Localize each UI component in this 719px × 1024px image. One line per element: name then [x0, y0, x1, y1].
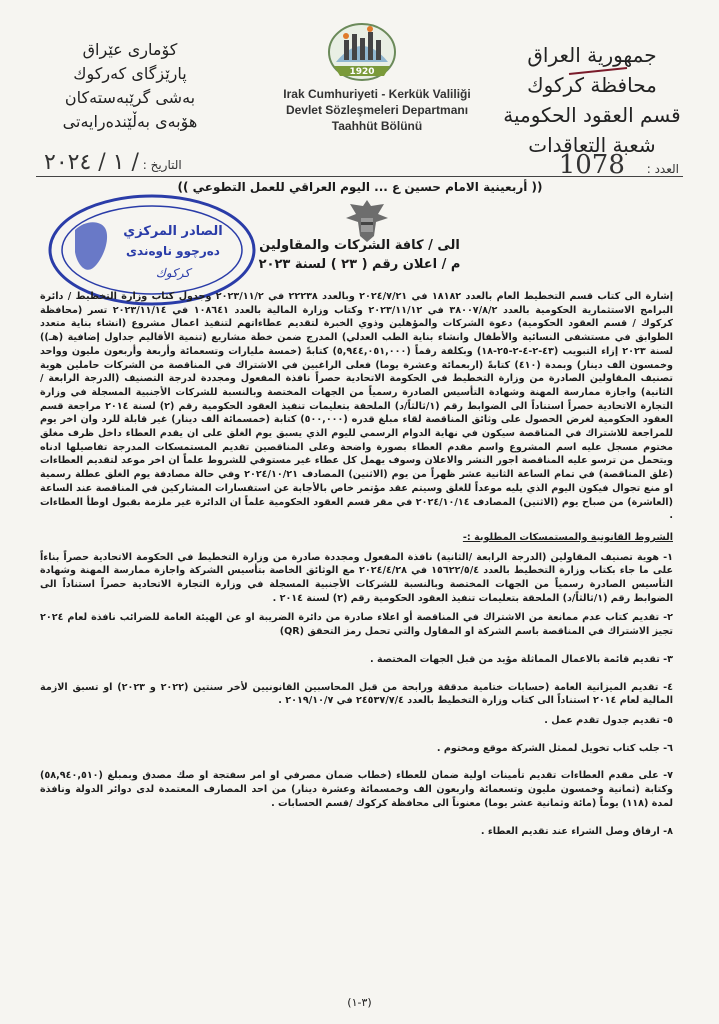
kirkuk-citadel-logo	[326, 22, 398, 84]
number-label: العدد :	[646, 162, 679, 176]
header-divider	[36, 176, 683, 177]
header-turkish	[262, 86, 492, 134]
addressee-to: الى / كافة الشركات والمقاولين	[259, 238, 460, 253]
logo-year: 1920	[349, 67, 375, 77]
header-arabic-line: شعبة التعاقدات	[528, 133, 656, 157]
header-kurdish-line: پارێزگای كەركوك	[73, 64, 187, 83]
date-value: / ١ / ٢٠٢٤	[44, 150, 139, 175]
addressee-block	[0, 236, 719, 274]
header-kurdish	[30, 38, 230, 134]
requirement-item: ١- هوية تصنيف المقاولين (الدرجة الرابعة /الثانية) نافذة المفعول ومجددة صادرة من وزارة التخطيط في الحكومة الاتحادية حصراً بناءاً على ما جاء بكتاب وزارة التخطيط بالعدد ١٥٦٢٢/٥/٤ في ٢٠٢٤/٤/٢٨ مع الوثائق الخاصة بتأسيس الشركة واجازة ممارسة المهنة وشهادة التأسيس الصادرة رسمياً من الجهات المختصة وبالنسبة للشركات الأجنبية المسجلة في وزارة التجارة الاتحادية حصراً استناداً الى الضوابط رقم (١/ثالثاً/د) الملحقة بتعليمات تنفيذ العقود الحكومية رقم (٢) لسنة ٢٠١٤ .	[40, 551, 673, 604]
date-label: التاريخ :	[142, 158, 182, 172]
header-arabic	[487, 40, 697, 160]
requirement-item: ٨- ارفاق وصل الشراء عند تقديم العطاء .	[480, 825, 673, 837]
requirements-title: الشروط القانونية والمستمسكات المطلوبة :-	[462, 531, 673, 543]
requirement-item: ٥- تقديم جدول تقدم عمل .	[544, 714, 673, 726]
header-arabic-line: قسم العقود الحكومية	[503, 103, 681, 127]
header-kurdish-line: هۆبەی بەڵێندەرایەتی	[62, 112, 198, 131]
header-turkish-line: Taahhüt Bölünü	[331, 119, 423, 133]
requirement-item: ٤- تقديم الميزانية العامة (حسابات ختامية مدققة ورابحة من قبل المحاسبين القانونيين لأخر سنتين (٢٠٢٢ و ٢٠٢٣) او تسبق الازمة المالية لعام ٢٠١٤ استناداً الى كتاب وزارة التخطيط بالعدد ٢٤٥٣٧/٧/٤ في ٢٠١٩/١٠/٧ .	[40, 681, 673, 707]
main-paragraph: إشارة الى كتاب قسم التخطيط العام بالعدد ١٨١٨٢ في ٢٠٢٤/٧/٢١ وبالعدد ٢٢٢٣٨ في ٢٠٢٣/١١/٢ وجدول كتاب وزارة التخطيط / دائرة البرامج الاستثمارية الحكومية بالعدد ٣٨٠٠٧/٨/٢ في ٢٠٢٣/١١/١٢ وكتاب وزارة المالية بالعدد ١٠٨٦٤١ في ٢٠٢٣/١١/١٤ تسر (محافظة كركوك / قسم العقود الحكومية) دعوة الشركات والمؤهلين وذوي الخبرة لتقديم عطاءاتهم لتنفيذ اعمال مشروع (انشاء بناية متعدد الطوابق في مستشفى النسائية والأطفال وانشاء بناية الطب العدلي) المدرج ضمن خطة مشاريع (تنمية الأقاليم جداول إضافية (هـ)) لسنة ٢٠٢٣ إزاء التبويب (٤٣-٢-٤-٢-٢٥-١٨) وبكلفة رقماً (٥,٩٤٤,٠٥١,٠٠٠) كتابةً (خمسة مليارات وتسعمائة وأربعة وأربعون مليون وواحد وخمسون الف دينار) وبمدة (٤١٠) كتابةً (اربعمائة وعشرة يوما) فعلى الراغبين في الاشتراك في المناقصة من الشركات حاملين هوية تصنيف المقاولين الصادرة من وزارة التخطيط في الحكومة الاتحادية حصراً نافذة المفعول ومجددة لدرجة التصنيف (الدرجة الرابعة /الثانية) واجازة ممارسة المهنة وشهادة التأسيس الصادرة رسمياً من الجهات المختصة وبالنسبة للشركات الأجنبية المسجلة في وزارة التجارة الاتحادية حصراً استناداً الى الضوابط رقم (١/ثالثاً/د) الملحقة بتعليمات تنفيذ العقود الحكومية رقم (٢) لسنة ٢٠١٤ مراجعة قسم العقود الحكومية لغرض الحصول على وثائق المناقصة لقاء مبلغ قدره (٥٠٠,٠٠٠) كتابة (خمسمائة الف دينار) غير قابلة للرد وان اخر يوم للمراجعة للاشتراك في المناقصة سيكون في نهاية الدوام الرسمي لليوم الذي يسبق يوم الغلق على ان يقدم العطاء داخل ظرف مغلق مختوم مسجل عليه اسم المشروع واسم مقدم العطاء بصورة واضحة وعلى المناقصين تقديم المستمسكات المدرجة تفاصيلها ادناه ويتحمل من ترسو عليه المناقصة اجور النشر والاعلان وسوف يهمل كل عطاء غير مستوفي للشروط علماً ان اخر موعد لتقديم العطاءات (غلق المناقصة) في تمام الساعة الثانية عشر ظهراً من يوم (الاثنين) المصادف ٢٠٢٤/١٠/٢١ وفي حالة مصادفة يوم الغلق عطلة رسمية او منع تجوال فيكون اليوم الذي يليه موعداً للغلق وسيتم عقد مؤتمر خاص بالأجابة عن استفسارات المشاركين في المناقصة عند الساعة (العاشرة) من صباح يوم (الاثنين) المصادف ٢٠٢٤/١٠/١٤ في مقر قسم العقود الحكومية علماً ان الدائرة غير ملزمة بقبول اوطأ العطاءات .	[40, 291, 674, 522]
stamp-line: دەرچوو ناوەندی	[126, 244, 220, 258]
document-date	[44, 150, 244, 175]
slogan: (( أربعينية الامام حسين ع ... اليوم العراقي للعمل التطوعي ))	[177, 180, 543, 194]
handwritten-strike-mark	[567, 66, 629, 76]
requirement-item: ٣- تقديم قائمة بالاعمال المماثلة مؤيد من قبل الجهات المختصة .	[370, 653, 673, 665]
header-turkish-line: Devlet Sözleşmeleri Departmanı	[285, 103, 469, 117]
header-kurdish-line: بەشی گرێبەستەكان	[64, 88, 196, 107]
header-arabic-line: جمهورية العراق	[527, 43, 657, 67]
number-value: 1078	[558, 150, 625, 180]
page-number: (٣-١)	[347, 996, 372, 1009]
header-kurdish-line: كۆماری عێراق	[82, 40, 178, 59]
announcement-subject: م / اعلان رقم ( ٢٣ ) لسنة ٢٠٢٣	[258, 257, 461, 272]
requirement-item: ٦- جلب كتاب تخويل لممثل الشركة موقع ومختوم .	[436, 742, 673, 754]
header-arabic-line: محافظة كركوك	[527, 73, 657, 97]
requirement-item: ٧- على مقدم العطاءات تقديم تأمينات اولية ضمان للعطاء (خطاب ضمان مصرفي او امر سفتجة او صك مصدق وبمبلغ (٥٨,٩٤٠,٥١٠) وكتابة (ثمانية وخمسون مليون وتسعمائة واربعون الف وخمسمائة وعشرة دينار) من احد المصارف المعتمدة لدى دوائر الدولة ونافذة لمدة (١١٨) يوماً (مائة وثمانية عشر يوما) معنوناً الى محافظة كركوك /قسم الحسابات .	[40, 770, 673, 809]
requirement-item: ٢- تقديم كتاب عدم ممانعة من الاشتراك في المناقصة أو اعلاء صادرة من دائرة الضريبة او عن الهيئة العامة للضرائب نافذة لعام ٢٠٢٤ تجيز الاشتراك في المناقصة باسم الشركة او المقاول والتي تحمل رمز التحقق (QR)	[40, 612, 673, 638]
document-body	[40, 290, 673, 838]
stamp-line: كركوك	[155, 266, 191, 280]
header-turkish-line: Irak Cumhuriyeti - Kerkük Valiliği	[283, 87, 471, 101]
stamp-line: الصادر المركزي	[123, 224, 223, 239]
